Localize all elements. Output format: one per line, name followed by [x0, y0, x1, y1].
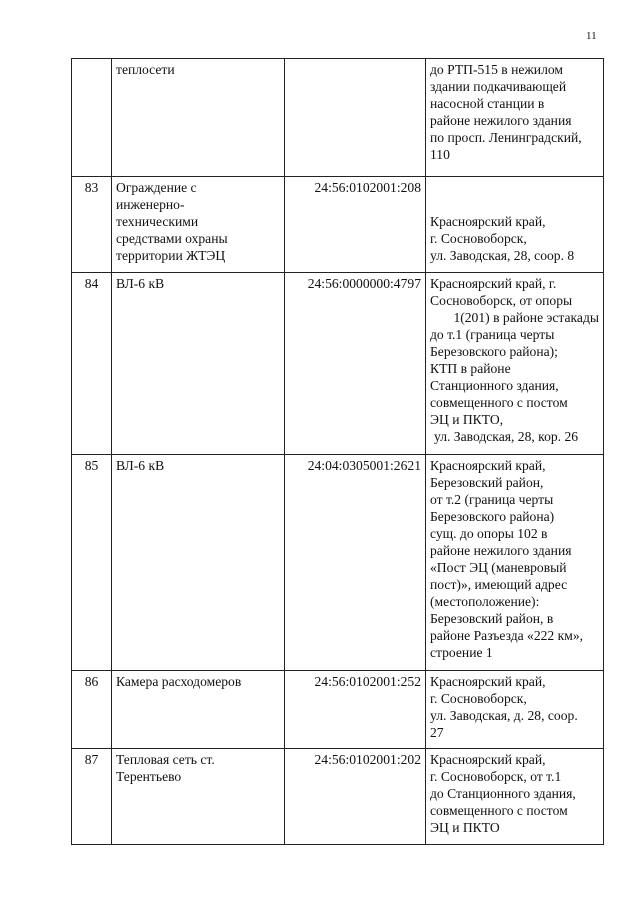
object-address: Красноярский край, Березовский район, от т.2 (граница черты Березовского района) сущ. до опоры 102 в районе нежилого здания «Пост ЭЦ (маневровый пост)», имеющий адрес (местоположение): Березовский район, в районе Разъезда «222 км», строение 1	[426, 455, 604, 671]
row-number	[72, 59, 112, 177]
table-row	[72, 177, 604, 273]
row-number: 85	[72, 455, 112, 671]
object-address: до РТП-515 в нежилом здании подкачивающей насосной станции в районе нежилого здания по просп. Ленинградский, 110	[426, 59, 604, 177]
row-number: 83	[72, 177, 112, 273]
table-row	[72, 671, 604, 749]
cadastral-number: 24:56:0102001:202	[285, 749, 426, 845]
object-address: Красноярский край, г. Сосновоборск, ул. Заводская, 28, соор. 8	[426, 177, 604, 273]
cadastral-number: 24:56:0102001:208	[285, 177, 426, 273]
object-address: Красноярский край, г. Сосновоборск, от т.1 до Станционного здания, совмещенного с постом ЭЦ и ПКТО	[426, 749, 604, 845]
object-name: теплосети	[112, 59, 285, 177]
object-name: Камера расходомеров	[112, 671, 285, 749]
table-row	[72, 59, 604, 177]
object-address: Красноярский край, г. Сосновоборск, ул. Заводская, д. 28, соор. 27	[426, 671, 604, 749]
table-row	[72, 749, 604, 845]
object-address: Красноярский край, г. Сосновоборск, от опоры 1(201) в районе эстакады до т.1 (граница черты Березовского района); КТП в районе Станционного здания, совмещенного с постом ЭЦ и ПКТО, ул. Заводская, 28, кор. 26	[426, 273, 604, 455]
object-name: ВЛ-6 кВ	[112, 455, 285, 671]
row-number: 86	[72, 671, 112, 749]
object-name: ВЛ-6 кВ	[112, 273, 285, 455]
property-registry-table	[71, 58, 604, 845]
table-row	[72, 273, 604, 455]
object-name: Ограждение с инженерно- техническими средствами охраны территории ЖТЭЦ	[112, 177, 285, 273]
object-name: Тепловая сеть ст. Терентьево	[112, 749, 285, 845]
cadastral-number: 24:56:0102001:252	[285, 671, 426, 749]
cadastral-number: 24:56:0000000:4797	[285, 273, 426, 455]
cadastral-number: 24:04:0305001:2621	[285, 455, 426, 671]
page-number: 11	[586, 30, 597, 42]
cadastral-number	[285, 59, 426, 177]
row-number: 84	[72, 273, 112, 455]
table-row	[72, 455, 604, 671]
row-number: 87	[72, 749, 112, 845]
